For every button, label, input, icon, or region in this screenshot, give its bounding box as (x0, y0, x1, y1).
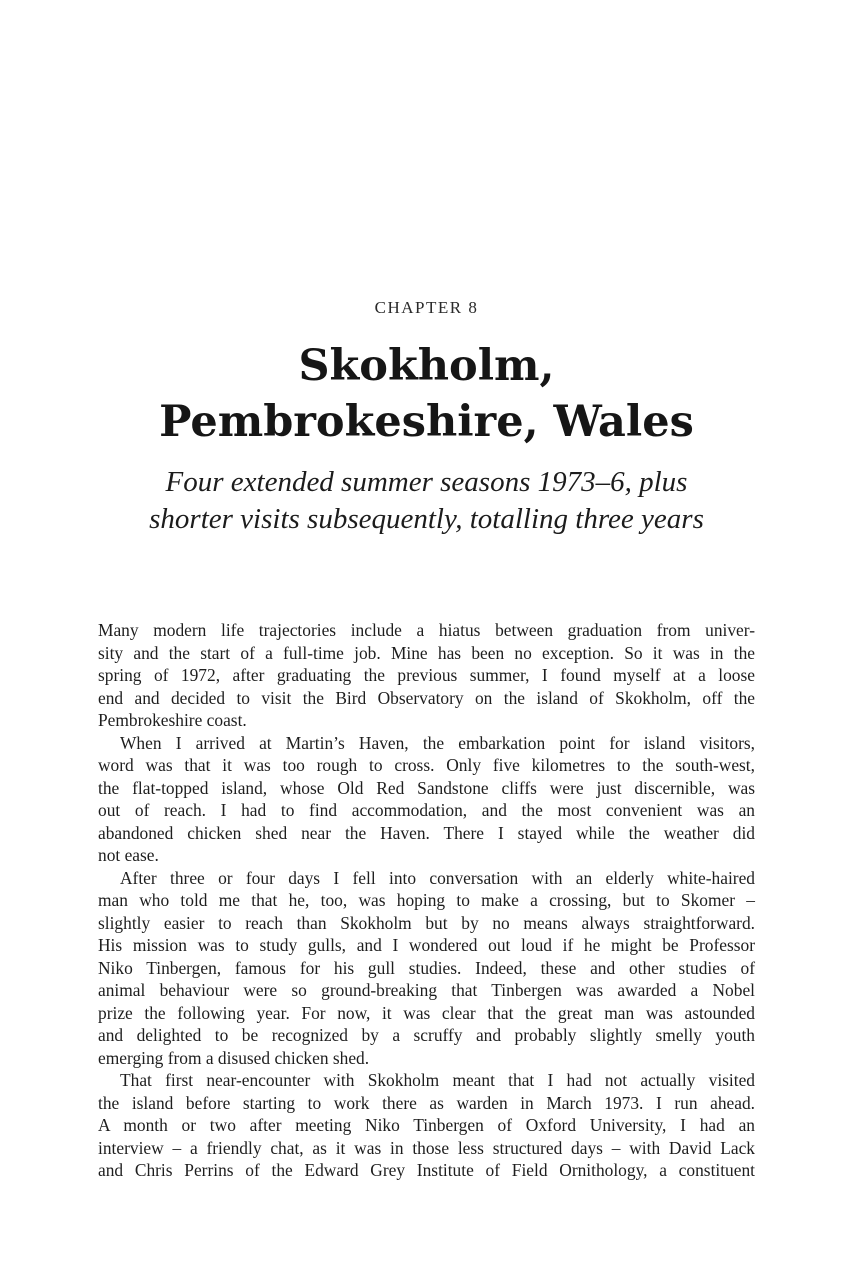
text-line: That first near-encounter with Skokholm meant that I had not actually visited (120, 1070, 755, 1090)
text-line: Niko Tinbergen, famous for his gull studies. Indeed, these and other studies of (98, 957, 755, 978)
text-line: spring of 1972, after graduating the previous summer, I found myself at a loose (98, 665, 755, 685)
text-line: slightly easier to reach than Skokholm but by no means always straightforward. (98, 912, 755, 933)
text-line: Many modern life trajectories include a hiatus between graduation from univer- (98, 620, 755, 640)
text-line: When I arrived at Martin’s Haven, the embarkation point for island visitors, (120, 732, 755, 753)
chapter-number: CHAPTER 8 (374, 298, 479, 317)
chapter-title-line: Skokholm, (298, 341, 555, 391)
paragraph-3 (98, 867, 755, 1070)
text-line: emerging from a disused chicken shed. (98, 1047, 370, 1068)
text-line: out of reach. I had to find accommodation, and the most convenient was an (98, 800, 755, 820)
paragraph-1 (98, 619, 755, 732)
text-line: animal behaviour were so ground-breaking that Tinbergen was awarded a Nobel (98, 980, 755, 1000)
text-line: A month or two after meeting Niko Tinbergen of Oxford University, I had an (98, 1115, 755, 1135)
text-line: and delighted to be recognized by a scruffy and probably slightly smelly youth (98, 1025, 755, 1045)
chapter-title (0, 338, 853, 450)
chapter-subtitle (0, 464, 853, 538)
text-line: and Chris Perrins of the Edward Grey Institute of Field Ornithology, a constituent (98, 1160, 755, 1180)
text-line: word was that it was too rough to cross. Only five kilometres to the south-west, (98, 755, 755, 775)
text-line: sity and the start of a full-time job. Mine has been no exception. So it was in the (98, 642, 755, 663)
text-line: the flat-topped island, whose Old Red Sandstone cliffs were just discernible, was (98, 777, 755, 798)
chapter-subtitle-line: shorter visits subsequently, totalling three years (149, 503, 704, 535)
chapter-title-line: Pembrokeshire, Wales (159, 397, 694, 447)
text-line: abandoned chicken shed near the Haven. There I stayed while the weather did (98, 822, 755, 843)
text-line: not ease. (98, 845, 159, 865)
text-line: man who told me that he, too, was hoping to make a crossing, but to Skomer – (98, 890, 755, 910)
text-line: After three or four days I fell into conversation with an elderly white-haired (120, 867, 755, 888)
text-line: prize the following year. For now, it was clear that the great man was astounded (98, 1002, 755, 1023)
paragraph-2 (98, 732, 755, 867)
paragraph-4 (98, 1069, 755, 1182)
body-text (98, 619, 755, 1182)
chapter-subtitle-line: Four extended summer seasons 1973–6, plus (165, 466, 688, 498)
text-line: the island before starting to work there as warden in March 1973. I run ahead. (98, 1092, 755, 1113)
text-line: interview – a friendly chat, as it was in those less structured days – with David Lack (98, 1137, 755, 1158)
text-line: end and decided to visit the Bird Observatory on the island of Skokholm, off the (98, 687, 755, 708)
text-line: His mission was to study gulls, and I wondered out loud if he might be Professor (98, 935, 755, 955)
text-line: Pembrokeshire coast. (98, 710, 247, 730)
